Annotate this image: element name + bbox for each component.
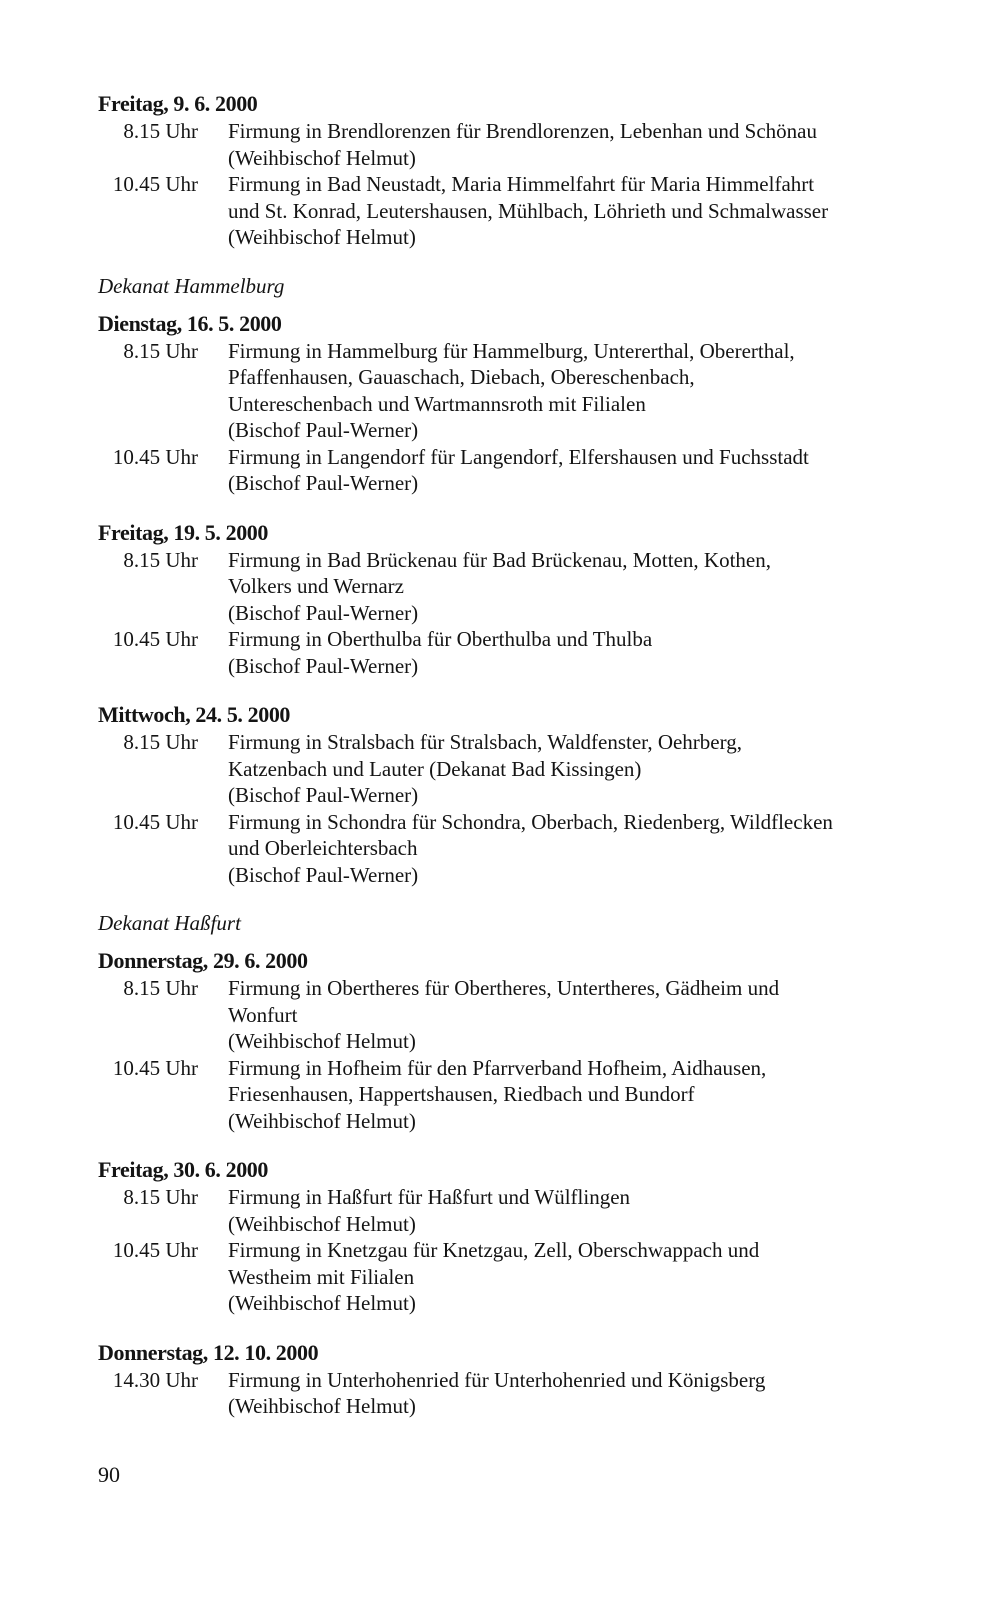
event-description [228,547,978,627]
event-time: 10.45 Uhr [112,627,198,651]
event-entry [98,1055,978,1135]
event-line: Firmung in Bad Brückenau für Bad Brückenau, Motten, Kothen, [228,547,771,572]
day-block [98,947,978,1134]
event-description [228,444,978,497]
event-line: Friesenhausen, Happertshausen, Riedbach und Bundorf [228,1082,695,1106]
event-time: 8.15 Uhr [123,976,198,1000]
event-description [228,118,978,171]
event-description [228,626,978,679]
event-time: 8.15 Uhr [123,1185,198,1209]
day-title: Donnerstag, 29. 6. 2000 [98,948,308,973]
day-title: Dienstag, 16. 5. 2000 [98,310,282,336]
event-line: Firmung in Knetzgau für Knetzgau, Zell, Oberschwappach und [228,1238,760,1262]
section-heading: Dekanat Haßfurt [98,911,241,935]
page-number: 90 [98,1462,120,1487]
event-line: (Bischof Paul-Werner) [228,600,419,625]
event-time: 8.15 Uhr [123,338,198,363]
event-line: (Bischof Paul-Werner) [228,418,419,442]
event-line: Firmung in Oberthulba für Oberthulba und Thulba [228,627,653,651]
event-line: Firmung in Hammelburg für Hammelburg, Untererthal, Obererthal, [228,338,795,363]
event-time: 10.45 Uhr [112,172,198,196]
event-line: (Weihbischof Helmut) [228,1394,416,1418]
event-line: und St. Konrad, Leutershausen, Mühlbach, Löhrieth und Schmalwasser [228,198,829,223]
event-entry [98,1184,978,1237]
event-description [228,171,978,251]
event-line: Firmung in Obertheres für Obertheres, Untertheres, Gädheim und [228,976,780,1000]
day-block [98,1339,978,1420]
event-line: (Weihbischof Helmut) [228,1108,416,1133]
day-block [98,519,978,680]
event-time: 10.45 Uhr [112,1238,198,1262]
event-line: (Bischof Paul-Werner) [228,653,419,678]
day-title: Mittwoch, 24. 5. 2000 [98,702,291,727]
event-line: (Bischof Paul-Werner) [228,783,419,807]
event-entry [98,547,978,627]
event-line: Westheim mit Filialen [228,1264,415,1289]
event-time: 10.45 Uhr [112,444,198,469]
event-line: Firmung in Hofheim für den Pfarrverband Hofheim, Aidhausen, [228,1055,767,1080]
event-line: Firmung in Stralsbach für Stralsbach, Waldfenster, Oehrberg, [228,730,742,754]
event-line: Wonfurt [228,1002,298,1027]
day-block [98,1156,978,1317]
event-line: (Weihbischof Helmut) [228,145,416,170]
event-description [228,1055,978,1135]
document-body [98,90,978,1442]
event-time: 10.45 Uhr [112,1055,198,1080]
event-time: 8.15 Uhr [123,730,198,754]
event-entry [98,118,978,171]
event-line: Volkers und Wernarz [228,574,404,598]
event-entry [98,626,978,679]
event-entry [98,975,978,1055]
event-line: (Bischof Paul-Werner) [228,471,419,495]
event-time: 8.15 Uhr [123,547,198,572]
day-title: Donnerstag, 12. 10. 2000 [98,1339,319,1365]
event-entry [98,729,978,809]
event-description [228,1367,978,1420]
day-title: Freitag, 19. 5. 2000 [98,519,269,545]
event-line: Firmung in Langendorf für Langendorf, Elfershausen und Fuchsstadt [228,444,809,469]
event-line: und Oberleichtersbach [228,836,418,860]
event-time: 8.15 Uhr [123,119,198,143]
event-line: (Weihbischof Helmut) [228,225,416,249]
event-line: Firmung in Schondra für Schondra, Oberbach, Riedenberg, Wildflecken [228,809,833,834]
event-entry [98,444,978,497]
event-entry [98,171,978,251]
event-description [228,809,978,889]
event-line: Firmung in Unterhohenried für Unterhohenried und Königsberg [228,1367,766,1392]
event-line: Firmung in Haßfurt für Haßfurt und Wülflingen [228,1185,631,1209]
day-block [98,701,978,888]
day-block [98,90,978,251]
event-description [228,1237,978,1317]
event-line: Untereschenbach und Wartmannsroth mit Filialen [228,391,646,416]
event-time: 10.45 Uhr [112,809,198,834]
event-entry [98,1237,978,1317]
event-description [228,1184,978,1237]
event-line: Katzenbach und Lauter (Dekanat Bad Kissingen) [228,756,642,781]
day-title: Freitag, 30. 6. 2000 [98,1157,269,1182]
event-line: Pfaffenhausen, Gauaschach, Diebach, Obereschenbach, [228,365,695,389]
event-line: (Weihbischof Helmut) [228,1211,416,1236]
event-entry [98,809,978,889]
event-description [228,338,978,444]
event-time: 14.30 Uhr [112,1367,198,1392]
day-block [98,310,978,497]
schedule [98,90,978,1420]
event-line: Firmung in Brendlorenzen für Brendlorenzen, Lebenhan und Schönau [228,119,817,143]
event-line: Firmung in Bad Neustadt, Maria Himmelfahrt für Maria Himmelfahrt [228,172,815,196]
event-line: (Weihbischof Helmut) [228,1029,416,1053]
day-title: Freitag, 9. 6. 2000 [98,91,258,116]
event-entry [98,338,978,444]
event-description [228,729,978,809]
event-description [228,975,978,1055]
section-heading: Dekanat Hammelburg [98,273,285,298]
event-entry [98,1367,978,1420]
event-line: (Bischof Paul-Werner) [228,862,419,887]
event-line: (Weihbischof Helmut) [228,1291,416,1315]
